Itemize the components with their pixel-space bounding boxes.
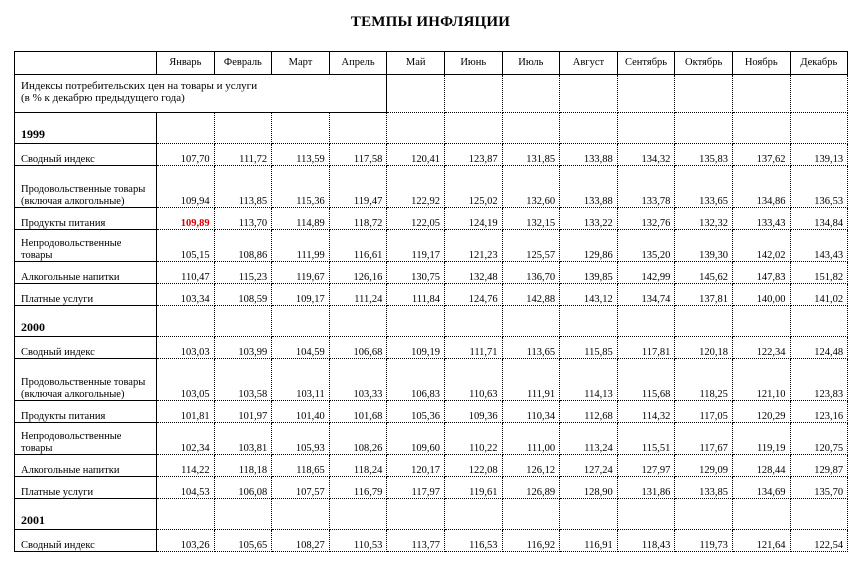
value-cell: 102,34 — [157, 423, 215, 455]
year-row — [15, 499, 848, 530]
value-cell: 120,17 — [387, 455, 445, 477]
table-row — [15, 144, 848, 166]
value-cell: 131,86 — [617, 477, 675, 499]
value-cell: 109,94 — [157, 166, 215, 208]
value-cell: 101,40 — [272, 401, 330, 423]
empty-cell — [387, 499, 445, 530]
empty-cell — [617, 306, 675, 337]
empty-cell — [272, 306, 330, 337]
value-cell: 108,59 — [214, 284, 272, 306]
value-cell: 116,79 — [329, 477, 387, 499]
value-cell: 117,05 — [675, 401, 733, 423]
empty-cell — [732, 306, 790, 337]
value-cell: 124,48 — [790, 337, 848, 359]
empty-cell — [732, 113, 790, 144]
value-cell: 107,57 — [272, 477, 330, 499]
value-cell: 120,75 — [790, 423, 848, 455]
value-cell: 126,16 — [329, 262, 387, 284]
value-cell: 136,53 — [790, 166, 848, 208]
value-cell: 111,99 — [272, 230, 330, 262]
value-cell: 109,36 — [444, 401, 502, 423]
value-cell: 116,92 — [502, 530, 560, 552]
value-cell: 104,53 — [157, 477, 215, 499]
empty-cell — [617, 499, 675, 530]
value-cell: 101,97 — [214, 401, 272, 423]
value-cell: 133,22 — [560, 208, 618, 230]
value-cell: 119,73 — [675, 530, 733, 552]
value-cell: 103,05 — [157, 359, 215, 401]
value-cell: 113,77 — [387, 530, 445, 552]
empty-cell — [444, 499, 502, 530]
value-cell: 104,59 — [272, 337, 330, 359]
month-header-row — [15, 52, 848, 75]
table-row — [15, 359, 848, 401]
empty-cell — [732, 75, 790, 113]
empty-cell — [214, 113, 272, 144]
value-cell: 133,85 — [675, 477, 733, 499]
value-cell: 103,03 — [157, 337, 215, 359]
value-cell: 123,16 — [790, 401, 848, 423]
empty-cell — [675, 499, 733, 530]
value-cell: 113,70 — [214, 208, 272, 230]
year-row — [15, 306, 848, 337]
value-cell: 111,71 — [444, 337, 502, 359]
empty-cell — [157, 306, 215, 337]
empty-cell — [560, 75, 618, 113]
value-cell: 116,61 — [329, 230, 387, 262]
row-label: Алкогольные напитки — [15, 455, 157, 477]
empty-cell — [502, 499, 560, 530]
value-cell: 122,08 — [444, 455, 502, 477]
row-label: Непродовольственные товары — [15, 423, 157, 455]
empty-cell — [329, 113, 387, 144]
value-cell: 117,58 — [329, 144, 387, 166]
value-cell: 113,24 — [560, 423, 618, 455]
value-cell: 133,88 — [560, 166, 618, 208]
value-cell: 115,36 — [272, 166, 330, 208]
value-cell: 142,99 — [617, 262, 675, 284]
value-cell: 120,41 — [387, 144, 445, 166]
row-label: Платные услуги — [15, 477, 157, 499]
value-cell: 111,72 — [214, 144, 272, 166]
description-cell — [15, 75, 387, 113]
value-cell: 110,22 — [444, 423, 502, 455]
month-header: Июль — [502, 52, 560, 75]
month-header: Июнь — [444, 52, 502, 75]
value-cell: 109,19 — [387, 337, 445, 359]
value-cell: 135,83 — [675, 144, 733, 166]
value-cell: 105,93 — [272, 423, 330, 455]
row-label: Непродовольственные товары — [15, 230, 157, 262]
value-cell: 129,09 — [675, 455, 733, 477]
value-cell: 151,82 — [790, 262, 848, 284]
month-header: Ноябрь — [732, 52, 790, 75]
value-cell: 109,60 — [387, 423, 445, 455]
value-cell: 145,62 — [675, 262, 733, 284]
empty-cell — [502, 75, 560, 113]
year-label: 2001 — [15, 499, 157, 530]
empty-cell — [387, 306, 445, 337]
value-cell: 130,75 — [387, 262, 445, 284]
value-cell: 132,60 — [502, 166, 560, 208]
value-cell: 117,97 — [387, 477, 445, 499]
row-label: Сводный индекс — [15, 530, 157, 552]
corner-cell — [15, 52, 157, 75]
empty-cell — [790, 499, 848, 530]
year-row — [15, 113, 848, 144]
empty-cell — [157, 113, 215, 144]
value-cell: 135,20 — [617, 230, 675, 262]
value-cell: 115,85 — [560, 337, 618, 359]
value-cell: 105,65 — [214, 530, 272, 552]
row-label: Сводный индекс — [15, 144, 157, 166]
value-cell: 106,08 — [214, 477, 272, 499]
value-cell: 143,12 — [560, 284, 618, 306]
value-cell: 103,11 — [272, 359, 330, 401]
value-cell: 116,91 — [560, 530, 618, 552]
row-label: Сводный индекс — [15, 337, 157, 359]
value-cell: 112,68 — [560, 401, 618, 423]
value-cell: 132,48 — [444, 262, 502, 284]
value-cell: 118,72 — [329, 208, 387, 230]
value-cell: 133,65 — [675, 166, 733, 208]
value-cell: 118,43 — [617, 530, 675, 552]
value-cell: 141,02 — [790, 284, 848, 306]
row-label: Продукты питания — [15, 208, 157, 230]
table-row — [15, 284, 848, 306]
month-header: Март — [272, 52, 330, 75]
value-cell: 111,00 — [502, 423, 560, 455]
table-row — [15, 166, 848, 208]
value-cell: 109,89 — [157, 208, 215, 230]
empty-cell — [675, 75, 733, 113]
empty-cell — [329, 306, 387, 337]
value-cell: 128,44 — [732, 455, 790, 477]
empty-cell — [502, 306, 560, 337]
inflation-table — [14, 51, 848, 552]
value-cell: 114,13 — [560, 359, 618, 401]
table-row — [15, 208, 848, 230]
value-cell: 122,34 — [732, 337, 790, 359]
value-cell: 140,00 — [732, 284, 790, 306]
value-cell: 117,81 — [617, 337, 675, 359]
value-cell: 134,32 — [617, 144, 675, 166]
value-cell: 119,67 — [272, 262, 330, 284]
value-cell: 111,24 — [329, 284, 387, 306]
value-cell: 115,23 — [214, 262, 272, 284]
row-label: Алкогольные напитки — [15, 262, 157, 284]
value-cell: 120,18 — [675, 337, 733, 359]
month-header: Декабрь — [790, 52, 848, 75]
empty-cell — [675, 306, 733, 337]
empty-cell — [790, 306, 848, 337]
value-cell: 126,89 — [502, 477, 560, 499]
value-cell: 110,53 — [329, 530, 387, 552]
value-cell: 132,76 — [617, 208, 675, 230]
empty-cell — [617, 75, 675, 113]
month-header: Май — [387, 52, 445, 75]
year-label: 1999 — [15, 113, 157, 144]
value-cell: 139,13 — [790, 144, 848, 166]
value-cell: 101,68 — [329, 401, 387, 423]
value-cell: 118,24 — [329, 455, 387, 477]
value-cell: 139,85 — [560, 262, 618, 284]
description-line-2: (в % к декабрю предыдущего года) — [21, 92, 185, 104]
value-cell: 142,88 — [502, 284, 560, 306]
table-row — [15, 423, 848, 455]
value-cell: 101,81 — [157, 401, 215, 423]
value-cell: 122,54 — [790, 530, 848, 552]
empty-cell — [387, 75, 445, 113]
value-cell: 121,23 — [444, 230, 502, 262]
value-cell: 107,70 — [157, 144, 215, 166]
value-cell: 114,89 — [272, 208, 330, 230]
value-cell: 131,85 — [502, 144, 560, 166]
value-cell: 127,97 — [617, 455, 675, 477]
empty-cell — [272, 499, 330, 530]
value-cell: 120,29 — [732, 401, 790, 423]
table-row — [15, 530, 848, 552]
empty-cell — [329, 499, 387, 530]
value-cell: 137,81 — [675, 284, 733, 306]
empty-cell — [560, 306, 618, 337]
value-cell: 119,47 — [329, 166, 387, 208]
value-cell: 106,83 — [387, 359, 445, 401]
value-cell: 139,30 — [675, 230, 733, 262]
row-label: Продовольственные товары (включая алкогольные) — [15, 359, 157, 401]
empty-cell — [444, 306, 502, 337]
empty-cell — [444, 75, 502, 113]
value-cell: 118,65 — [272, 455, 330, 477]
description-line-1: Индексы потребительских цен на товары и услуги — [21, 80, 258, 92]
year-label: 2000 — [15, 306, 157, 337]
value-cell: 115,68 — [617, 359, 675, 401]
value-cell: 143,43 — [790, 230, 848, 262]
table-row — [15, 230, 848, 262]
value-cell: 103,33 — [329, 359, 387, 401]
empty-cell — [560, 113, 618, 144]
value-cell: 108,27 — [272, 530, 330, 552]
value-cell: 105,15 — [157, 230, 215, 262]
value-cell: 111,91 — [502, 359, 560, 401]
value-cell: 147,83 — [732, 262, 790, 284]
value-cell: 134,69 — [732, 477, 790, 499]
value-cell: 119,17 — [387, 230, 445, 262]
empty-cell — [732, 499, 790, 530]
value-cell: 128,90 — [560, 477, 618, 499]
month-header: Февраль — [214, 52, 272, 75]
value-cell: 129,86 — [560, 230, 618, 262]
empty-cell — [675, 113, 733, 144]
value-cell: 111,84 — [387, 284, 445, 306]
empty-cell — [790, 75, 848, 113]
value-cell: 103,58 — [214, 359, 272, 401]
value-cell: 110,47 — [157, 262, 215, 284]
value-cell: 121,10 — [732, 359, 790, 401]
value-cell: 136,70 — [502, 262, 560, 284]
empty-cell — [214, 499, 272, 530]
value-cell: 134,84 — [790, 208, 848, 230]
value-cell: 135,70 — [790, 477, 848, 499]
value-cell: 103,26 — [157, 530, 215, 552]
empty-cell — [560, 499, 618, 530]
table-row — [15, 455, 848, 477]
empty-cell — [617, 113, 675, 144]
value-cell: 118,25 — [675, 359, 733, 401]
month-header: Апрель — [329, 52, 387, 75]
empty-cell — [214, 306, 272, 337]
empty-cell — [157, 499, 215, 530]
value-cell: 123,87 — [444, 144, 502, 166]
value-cell: 124,76 — [444, 284, 502, 306]
value-cell: 118,18 — [214, 455, 272, 477]
table-row — [15, 401, 848, 423]
table-row — [15, 262, 848, 284]
value-cell: 133,43 — [732, 208, 790, 230]
month-header: Сентябрь — [617, 52, 675, 75]
description-row — [15, 75, 848, 113]
month-header: Январь — [157, 52, 215, 75]
table-row — [15, 337, 848, 359]
page-title: ТЕМПЫ ИНФЛЯЦИИ — [350, 14, 511, 30]
value-cell: 114,32 — [617, 401, 675, 423]
table-row — [15, 477, 848, 499]
value-cell: 113,65 — [502, 337, 560, 359]
value-cell: 109,17 — [272, 284, 330, 306]
table-body — [15, 75, 848, 552]
value-cell: 103,81 — [214, 423, 272, 455]
value-cell: 110,63 — [444, 359, 502, 401]
value-cell: 133,78 — [617, 166, 675, 208]
value-cell: 125,02 — [444, 166, 502, 208]
month-header: Октябрь — [675, 52, 733, 75]
empty-cell — [502, 113, 560, 144]
value-cell: 103,99 — [214, 337, 272, 359]
value-cell: 113,59 — [272, 144, 330, 166]
value-cell: 132,32 — [675, 208, 733, 230]
empty-cell — [272, 113, 330, 144]
value-cell: 110,34 — [502, 401, 560, 423]
month-header: Август — [560, 52, 618, 75]
value-cell: 134,74 — [617, 284, 675, 306]
empty-cell — [444, 113, 502, 144]
value-cell: 125,57 — [502, 230, 560, 262]
value-cell: 127,24 — [560, 455, 618, 477]
row-label: Платные услуги — [15, 284, 157, 306]
value-cell: 121,64 — [732, 530, 790, 552]
value-cell: 122,05 — [387, 208, 445, 230]
value-cell: 137,62 — [732, 144, 790, 166]
value-cell: 105,36 — [387, 401, 445, 423]
value-cell: 117,67 — [675, 423, 733, 455]
value-cell: 119,19 — [732, 423, 790, 455]
value-cell: 129,87 — [790, 455, 848, 477]
value-cell: 114,22 — [157, 455, 215, 477]
value-cell: 108,26 — [329, 423, 387, 455]
value-cell: 115,51 — [617, 423, 675, 455]
value-cell: 122,92 — [387, 166, 445, 208]
value-cell: 113,85 — [214, 166, 272, 208]
empty-cell — [790, 113, 848, 144]
value-cell: 106,68 — [329, 337, 387, 359]
value-cell: 123,83 — [790, 359, 848, 401]
empty-cell — [387, 113, 445, 144]
value-cell: 108,86 — [214, 230, 272, 262]
value-cell: 119,61 — [444, 477, 502, 499]
row-label: Продукты питания — [15, 401, 157, 423]
value-cell: 124,19 — [444, 208, 502, 230]
value-cell: 142,02 — [732, 230, 790, 262]
row-label: Продовольственные товары (включая алкогольные) — [15, 166, 157, 208]
value-cell: 103,34 — [157, 284, 215, 306]
value-cell: 126,12 — [502, 455, 560, 477]
value-cell: 116,53 — [444, 530, 502, 552]
value-cell: 132,15 — [502, 208, 560, 230]
value-cell: 134,86 — [732, 166, 790, 208]
value-cell: 133,88 — [560, 144, 618, 166]
